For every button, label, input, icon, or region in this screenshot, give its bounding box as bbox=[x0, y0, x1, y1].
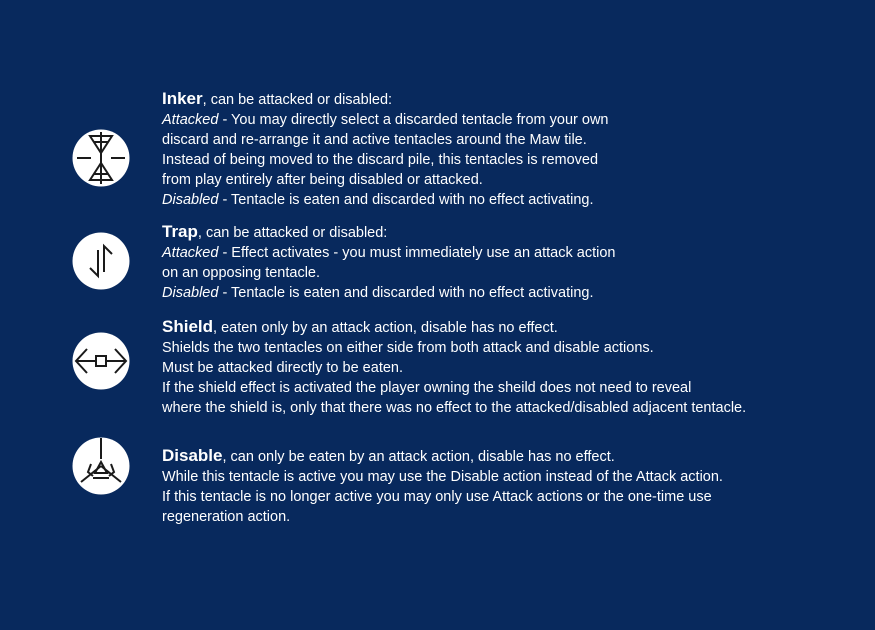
trap-description bbox=[162, 222, 615, 303]
disable-heading-line bbox=[162, 446, 723, 467]
inker-disabled-text: - Tentacle is eaten and discarded with no effect activating. bbox=[218, 192, 594, 208]
inker-attacked-text: - You may directly select a discarded tentacle from your own bbox=[218, 112, 609, 128]
shield-heading-line bbox=[162, 317, 746, 338]
trap-attacked-text: - Effect activates - you must immediately use an attack action bbox=[218, 245, 616, 261]
inker-title-rest: , can be attacked or disabled: bbox=[202, 92, 393, 108]
trap-icon bbox=[71, 231, 131, 291]
inker-icon bbox=[71, 128, 131, 188]
disable-icon bbox=[71, 436, 131, 496]
shield-line: Shields the two tentacles on either side from both attack and disable actions. bbox=[162, 340, 654, 356]
trap-line: on an opposing tentacle. bbox=[162, 265, 321, 281]
disable-line: If this tentacle is no longer active you may only use Attack actions or the one-time use bbox=[162, 489, 712, 505]
inker-line: discard and re-arrange it and active tentacles around the Maw tile. bbox=[162, 132, 587, 148]
trap-disabled-label: Disabled bbox=[162, 285, 219, 301]
shield-description bbox=[162, 317, 746, 418]
shield-title: Shield bbox=[162, 317, 214, 336]
inker-line: from play entirely after being disabled or attacked. bbox=[162, 172, 483, 188]
shield-title-rest: , eaten only by an attack action, disable has no effect. bbox=[213, 320, 558, 336]
trap-attacked-line bbox=[162, 243, 615, 263]
disable-line: regeneration action. bbox=[162, 509, 291, 525]
trap-title-rest: , can be attacked or disabled: bbox=[197, 225, 388, 241]
disable-title: Disable bbox=[162, 446, 223, 465]
inker-attacked-line bbox=[162, 110, 609, 130]
trap-heading-line bbox=[162, 222, 615, 243]
inker-line: Instead of being moved to the discard pile, this tentacles is removed bbox=[162, 152, 599, 168]
disable-title-rest: , can only be eaten by an attack action, disable has no effect. bbox=[222, 449, 615, 465]
inker-description bbox=[162, 89, 609, 210]
trap-attacked-label: Attacked bbox=[162, 245, 219, 261]
shield-line: where the shield is, only that there was no effect to the attacked/disabled adjacent tentacle. bbox=[162, 400, 747, 416]
disable-line: While this tentacle is active you may use the Disable action instead of the Attack action. bbox=[162, 469, 723, 485]
inker-disabled-label: Disabled bbox=[162, 192, 219, 208]
inker-heading-line bbox=[162, 89, 609, 110]
trap-disabled-line bbox=[162, 283, 615, 303]
shield-line: If the shield effect is activated the player owning the sheild does not need to reveal bbox=[162, 380, 692, 396]
inker-disabled-line bbox=[162, 190, 609, 210]
trap-title: Trap bbox=[162, 222, 198, 241]
disable-description bbox=[162, 446, 723, 527]
inker-attacked-label: Attacked bbox=[162, 112, 219, 128]
shield-icon bbox=[71, 331, 131, 391]
inker-title: Inker bbox=[162, 89, 203, 108]
shield-line: Must be attacked directly to be eaten. bbox=[162, 360, 403, 376]
trap-disabled-text: - Tentacle is eaten and discarded with no effect activating. bbox=[218, 285, 594, 301]
